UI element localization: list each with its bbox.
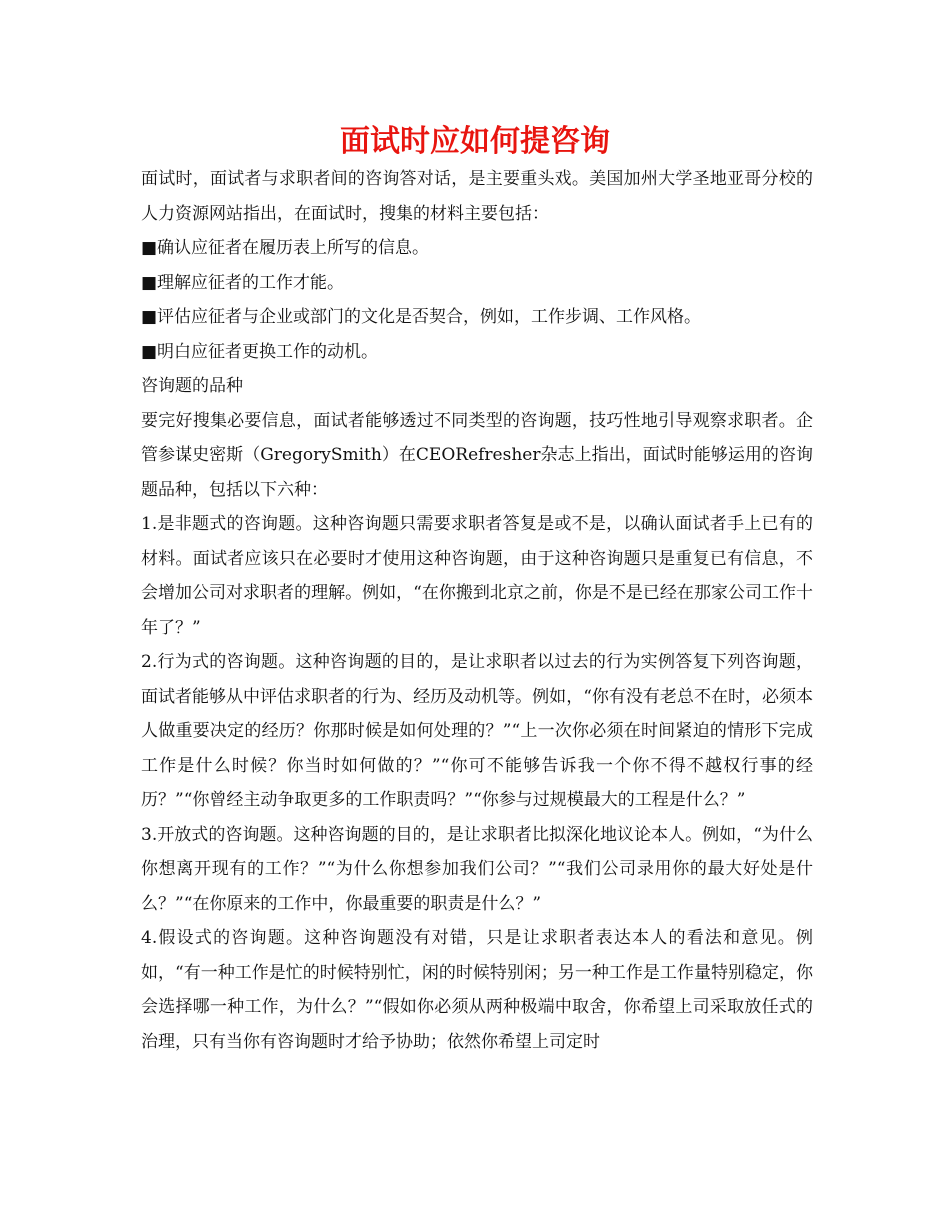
document-title: 面试时应如何提咨询: [340, 124, 610, 159]
numbered-paragraph: 1.是非题式的咨询题。这种咨询题只需要求职者答复是或不是，以确认面试者手上已有的材料。面试者应该只在必要时才使用这种咨询题，由于这种咨询题只是重复已有信息，不会增加公司对求职者的理解。例如，“在你搬到北京之前，你是不是已经在那家公司工作十年了？”: [141, 514, 813, 638]
bullet-item: ■评估应征者与企业或部门的文化是否契合，例如，工作步调、工作风格。: [141, 307, 702, 327]
body-paragraph: 要完好搜集必要信息，面试者能够透过不同类型的咨询题，技巧性地引导观察求职者。企管参谋史密斯（GregorySmith）在CEORefresher杂志上指出，面试时能够运用的咨询题品种，包括以下六种：: [141, 410, 813, 500]
numbered-paragraph: 2.行为式的咨询题。这种咨询题的目的，是让求职者以过去的行为实例答复下列咨询题，面试者能够从中评估求职者的行为、经历及动机等。例如，“你有没有老总不在时，必须本人做重要决定的经历？你那时候是如何处理的？”“上一次你必须在时间紧迫的情形下完成工作是什么时候？你当时如何做的？”“你可不能够告诉我一个你不得不越权行事的经历？”“你曾经主动争取更多的工作职责吗？”“你参与过规模最大的工程是什么？”: [141, 652, 813, 810]
numbered-paragraph: 3.开放式的咨询题。这种咨询题的目的，是让求职者比拟深化地议论本人。例如，“为什么你想离开现有的工作？”“为什么你想参加我们公司？”“我们公司录用你的最大好处是什么？”“在你原来的工作中，你最重要的职责是什么？”: [141, 824, 813, 914]
bullet-item: ■理解应征者的工作才能。: [141, 272, 345, 293]
bullet-item: ■明白应征者更换工作的动机。: [141, 341, 379, 362]
document-body: [141, 162, 813, 1059]
bullet-item: ■确认应征者在履历表上所写的信息。: [141, 238, 430, 258]
section-heading: 咨询题的品种: [141, 376, 243, 396]
intro-paragraph: 面试时，面试者与求职者间的咨询答对话，是主要重头戏。美国加州大学圣地亚哥分校的人力资源网站指出，在面试时，搜集的材料主要包括：: [141, 169, 813, 224]
numbered-paragraph: 4.假设式的咨询题。这种咨询题没有对错，只是让求职者表达本人的看法和意见。例如，“有一种工作是忙的时候特别忙，闲的时候特别闲；另一种工作是工作量特别稳定，你会选择哪一种工作，为什么？”“假如你必须从两种极端中取舍，你希望上司采取放任式的治理，只有当你有咨询题时才给予协助；依然你希望上司定时: [141, 928, 813, 1052]
